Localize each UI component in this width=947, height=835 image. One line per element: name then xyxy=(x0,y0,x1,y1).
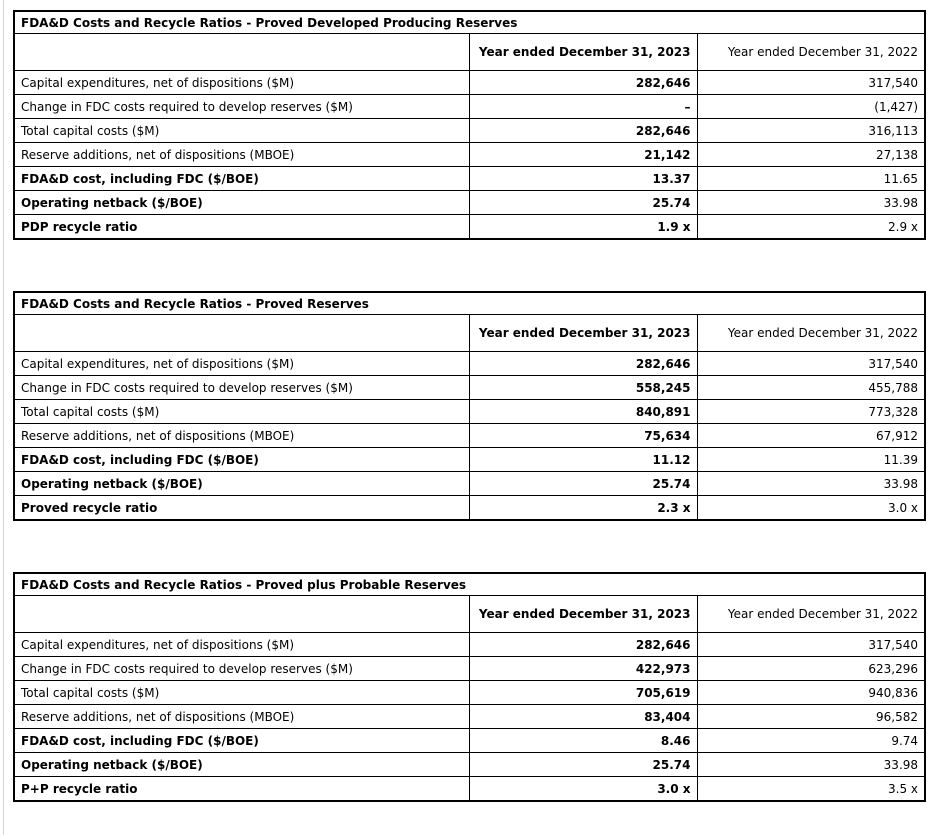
row-label: Operating netback ($/BOE) xyxy=(14,191,469,215)
table-title-row xyxy=(14,11,925,34)
column-header-2022: Year ended December 31, 2022 xyxy=(697,596,925,633)
row-label: Capital expenditures, net of dispositions ($M) xyxy=(14,633,469,657)
value-2023: 13.37 xyxy=(469,167,697,191)
table-row xyxy=(14,376,925,400)
value-2023: 422,973 xyxy=(469,657,697,681)
table-row xyxy=(14,352,925,376)
table-row xyxy=(14,777,925,802)
row-label: FDA&D cost, including FDC ($/BOE) xyxy=(14,729,469,753)
row-label: PDP recycle ratio xyxy=(14,215,469,240)
value-2022: 317,540 xyxy=(697,633,925,657)
value-2023: 75,634 xyxy=(469,424,697,448)
column-header-2023: Year ended December 31, 2023 xyxy=(469,34,697,71)
value-2023: – xyxy=(469,95,697,119)
value-2022: 455,788 xyxy=(697,376,925,400)
table-row xyxy=(14,633,925,657)
value-2023: 25.74 xyxy=(469,472,697,496)
value-2022: 940,836 xyxy=(697,681,925,705)
table-row xyxy=(14,681,925,705)
value-2023: 558,245 xyxy=(469,376,697,400)
value-2022: 9.74 xyxy=(697,729,925,753)
value-2023: 282,646 xyxy=(469,119,697,143)
table-row xyxy=(14,167,925,191)
value-2022: 317,540 xyxy=(697,352,925,376)
table-row xyxy=(14,71,925,95)
value-2023: 25.74 xyxy=(469,191,697,215)
table-row xyxy=(14,143,925,167)
empty-header-cell xyxy=(14,596,469,633)
row-label: Change in FDC costs required to develop reserves ($M) xyxy=(14,95,469,119)
table-title-row xyxy=(14,292,925,315)
table-proved-plus-probable-reserves xyxy=(13,572,926,802)
row-label: Operating netback ($/BOE) xyxy=(14,472,469,496)
empty-header-cell xyxy=(14,34,469,71)
table-row xyxy=(14,191,925,215)
table-pdp-reserves xyxy=(13,10,926,240)
table-title: FDA&D Costs and Recycle Ratios - Proved Reserves xyxy=(14,292,925,315)
value-2023: 840,891 xyxy=(469,400,697,424)
value-2022: 27,138 xyxy=(697,143,925,167)
value-2023: 83,404 xyxy=(469,705,697,729)
value-2022: 33.98 xyxy=(697,472,925,496)
row-label: Capital expenditures, net of dispositions ($M) xyxy=(14,71,469,95)
value-2023: 25.74 xyxy=(469,753,697,777)
row-label: Operating netback ($/BOE) xyxy=(14,753,469,777)
value-2022: 11.65 xyxy=(697,167,925,191)
page-left-border xyxy=(3,0,4,835)
value-2022: 33.98 xyxy=(697,753,925,777)
row-label: Proved recycle ratio xyxy=(14,496,469,521)
row-label: Total capital costs ($M) xyxy=(14,681,469,705)
column-header-2022: Year ended December 31, 2022 xyxy=(697,315,925,352)
value-2023: 21,142 xyxy=(469,143,697,167)
empty-header-cell xyxy=(14,315,469,352)
value-2022: (1,427) xyxy=(697,95,925,119)
value-2023: 705,619 xyxy=(469,681,697,705)
value-2022: 623,296 xyxy=(697,657,925,681)
table-header-row xyxy=(14,315,925,352)
table-row xyxy=(14,472,925,496)
value-2022: 773,328 xyxy=(697,400,925,424)
table-row xyxy=(14,496,925,521)
value-2023: 282,646 xyxy=(469,633,697,657)
value-2023: 1.9 x xyxy=(469,215,697,240)
table-row xyxy=(14,657,925,681)
table-title: FDA&D Costs and Recycle Ratios - Proved plus Probable Reserves xyxy=(14,573,925,596)
row-label: Change in FDC costs required to develop reserves ($M) xyxy=(14,657,469,681)
column-header-2023: Year ended December 31, 2023 xyxy=(469,596,697,633)
value-2023: 8.46 xyxy=(469,729,697,753)
row-label: Total capital costs ($M) xyxy=(14,400,469,424)
value-2023: 11.12 xyxy=(469,448,697,472)
value-2022: 11.39 xyxy=(697,448,925,472)
row-label: Change in FDC costs required to develop reserves ($M) xyxy=(14,376,469,400)
value-2023: 2.3 x xyxy=(469,496,697,521)
table-row xyxy=(14,215,925,240)
table-row xyxy=(14,424,925,448)
table-row xyxy=(14,95,925,119)
value-2023: 3.0 x xyxy=(469,777,697,802)
table-header-row xyxy=(14,34,925,71)
table-row xyxy=(14,400,925,424)
table-row xyxy=(14,705,925,729)
row-label: FDA&D cost, including FDC ($/BOE) xyxy=(14,448,469,472)
row-label: Total capital costs ($M) xyxy=(14,119,469,143)
value-2022: 3.0 x xyxy=(697,496,925,521)
row-label: Capital expenditures, net of dispositions ($M) xyxy=(14,352,469,376)
tables-container xyxy=(13,10,926,802)
value-2023: 282,646 xyxy=(469,352,697,376)
value-2023: 282,646 xyxy=(469,71,697,95)
table-row xyxy=(14,729,925,753)
table-row xyxy=(14,119,925,143)
value-2022: 67,912 xyxy=(697,424,925,448)
table-row xyxy=(14,448,925,472)
value-2022: 2.9 x xyxy=(697,215,925,240)
row-label: Reserve additions, net of dispositions (MBOE) xyxy=(14,424,469,448)
value-2022: 33.98 xyxy=(697,191,925,215)
value-2022: 316,113 xyxy=(697,119,925,143)
row-label: P+P recycle ratio xyxy=(14,777,469,802)
table-header-row xyxy=(14,596,925,633)
row-label: Reserve additions, net of dispositions (MBOE) xyxy=(14,705,469,729)
value-2022: 317,540 xyxy=(697,71,925,95)
row-label: Reserve additions, net of dispositions (MBOE) xyxy=(14,143,469,167)
value-2022: 96,582 xyxy=(697,705,925,729)
column-header-2023: Year ended December 31, 2023 xyxy=(469,315,697,352)
table-proved-reserves xyxy=(13,291,926,521)
table-title-row xyxy=(14,573,925,596)
column-header-2022: Year ended December 31, 2022 xyxy=(697,34,925,71)
row-label: FDA&D cost, including FDC ($/BOE) xyxy=(14,167,469,191)
table-title: FDA&D Costs and Recycle Ratios - Proved Developed Producing Reserves xyxy=(14,11,925,34)
value-2022: 3.5 x xyxy=(697,777,925,802)
table-row xyxy=(14,753,925,777)
